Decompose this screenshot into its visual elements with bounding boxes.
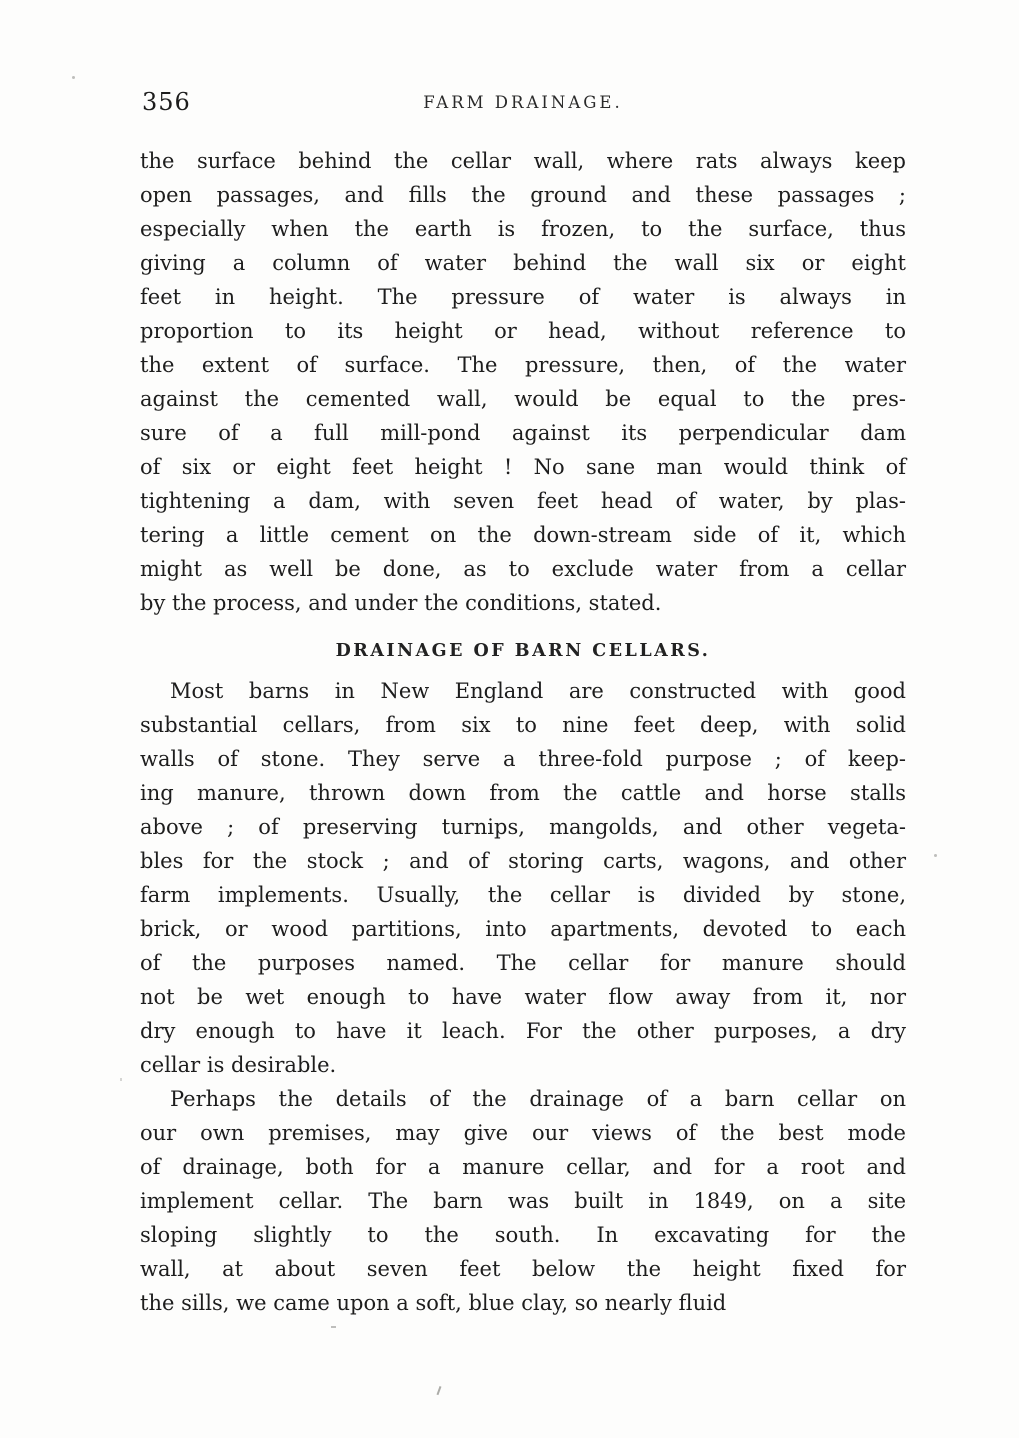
text-line: giving a column of water behind the wall six or eight	[140, 251, 906, 275]
text-line: not be wet enough to have water flow away from it, nor	[140, 985, 906, 1009]
paragraph	[140, 1082, 906, 1320]
scan-artifact	[120, 1078, 122, 1081]
text-line: our own premises, may give our views of the best mode	[140, 1121, 906, 1145]
text-line: of drainage, both for a manure cellar, and for a root and	[140, 1155, 906, 1179]
text-line: implement cellar. The barn was built in 1849, on a site	[140, 1189, 906, 1213]
text-line: Perhaps the details of the drainage of a barn cellar on	[170, 1087, 906, 1111]
text-line: sure of a full mill-pond against its perpendicular dam	[140, 421, 906, 445]
text-line: wall, at about seven feet below the height fixed for	[140, 1257, 906, 1281]
text-line: might as well be done, as to exclude water from a cellar	[140, 557, 906, 581]
text-line: Most barns in New England are constructed with good	[170, 679, 906, 703]
text-line: above ; of preserving turnips, mangolds, and other vegeta-	[140, 815, 906, 839]
text-line: the extent of surface. The pressure, then, of the water	[140, 353, 906, 377]
running-head: FARM DRAINAGE.	[423, 93, 623, 112]
text-line: brick, or wood partitions, into apartments, devoted to each	[140, 917, 906, 941]
text-line: especially when the earth is frozen, to the surface, thus	[140, 217, 906, 241]
text-line: ing manure, thrown down from the cattle and horse stalls	[140, 781, 906, 805]
text-line: of the purposes named. The cellar for manure should	[140, 951, 906, 975]
scan-artifact	[331, 1326, 336, 1328]
text-line: bles for the stock ; and of storing carts, wagons, and other	[140, 849, 906, 873]
text-line: against the cemented wall, would be equal to the pres-	[140, 387, 906, 411]
text-line: by the process, and under the conditions, stated.	[140, 591, 662, 615]
text-line: tightening a dam, with seven feet head of water, by plas-	[140, 489, 906, 513]
scan-artifact	[72, 76, 75, 79]
text-block	[140, 88, 906, 1320]
text-line: dry enough to have it leach. For the other purposes, a dry	[140, 1019, 906, 1043]
text-line: proportion to its height or head, without reference to	[140, 319, 906, 343]
section-heading: DRAINAGE OF BARN CELLARS.	[335, 641, 711, 661]
text-line: tering a little cement on the down-stream side of it, which	[140, 523, 906, 547]
text-line: substantial cellars, from six to nine feet deep, with solid	[140, 713, 906, 737]
text-line: open passages, and fills the ground and these passages ;	[140, 183, 906, 207]
text-line: sloping slightly to the south. In excavating for the	[140, 1223, 906, 1247]
text-line: the surface behind the cellar wall, where rats always keep	[140, 149, 906, 173]
paragraph	[140, 144, 906, 620]
paragraph	[140, 674, 906, 1082]
text-line: of six or eight feet height ! No sane man would think of	[140, 455, 906, 479]
text-line: farm implements. Usually, the cellar is divided by stone,	[140, 883, 906, 907]
scan-artifact	[934, 854, 937, 857]
page-content	[140, 144, 906, 1320]
page-number: 356	[142, 88, 191, 116]
text-line: walls of stone. They serve a three-fold purpose ; of keep-	[140, 747, 906, 771]
text-line: cellar is desirable.	[140, 1053, 337, 1077]
text-line: the sills, we came upon a soft, blue clay, so nearly fluid	[140, 1291, 727, 1315]
running-head-row	[140, 88, 906, 120]
scan-artifact	[437, 1386, 441, 1395]
text-line: feet in height. The pressure of water is always in	[140, 285, 906, 309]
